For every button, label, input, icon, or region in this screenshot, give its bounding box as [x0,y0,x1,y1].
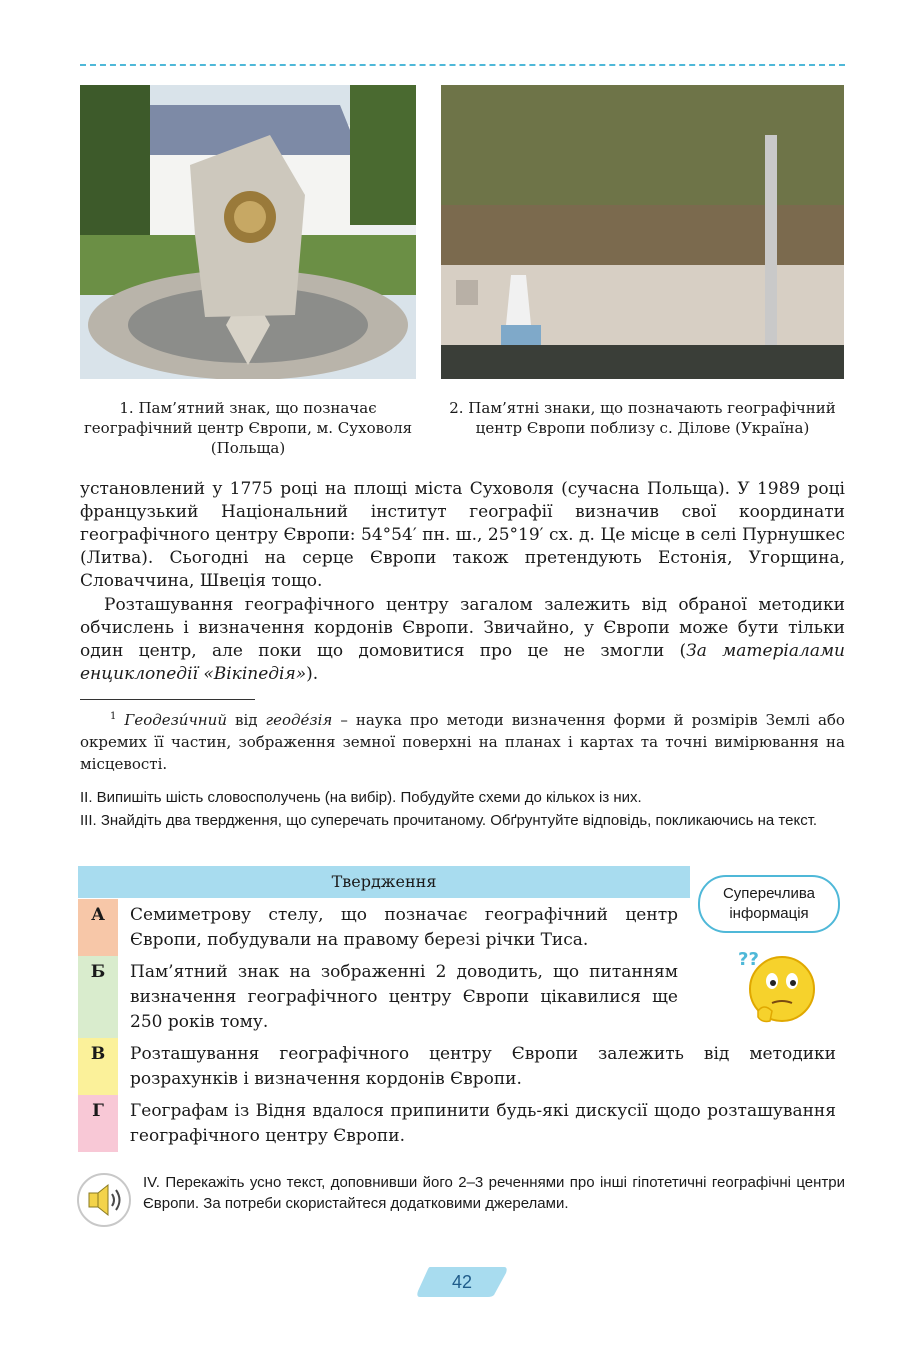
footnote-from: від [235,711,258,729]
speaker-icon [76,1172,132,1228]
statement-row-a [78,899,690,956]
statement-text-c: Розташування географічного центру Європи залежить від методики розрахунків і визначення кордонів Європи. [130,1044,836,1089]
footnote-term: Геодези́чний [124,711,227,729]
statement-text-b: Пам’ятний знак на зображенні 2 доводить, що питанням визначення географічного центру Європи цікавилися ще 250 років тому. [130,962,678,1032]
task-2: II. Випишіть шість словосполучень (на вибір). Побудуйте схеми до кількох із них. [80,789,642,806]
bubble-text: Суперечлива інформація [722,885,816,922]
statement-row-b [78,956,690,1038]
statement-letter-c: В [78,1038,118,1095]
statement-row-d [78,1095,848,1152]
figure-caption-2: 2. Пам’ятні знаки, що позначають географічний центр Європи поблизу с. Ділове (Україна) [449,399,836,437]
footnote [80,706,845,775]
statement-text-a: Семиметрову стелу, що позначає географічний центр Європи, побудували на правому березі річки Тиса. [130,905,678,950]
paragraph-2-text: Розташування географічного центру загалом залежить від обраної методики обчислень і визначення кордонів Європи. Звичайно, у Європи може бути тільки один центр, але поки що домовитися про це не змогли [80,595,845,661]
source-note: За матеріалами енциклопедії «Вікіпедія» [80,641,845,684]
contradiction-thought-bubble [698,875,840,933]
task-3: III. Знайдіть два твердження, що суперечать прочитаному. Обґрунтуйте відповідь, покликаючись на текст. [80,812,818,829]
question-marks: ?? [738,949,759,970]
statement-row-c [78,1038,848,1095]
footnote-mark: 1 [110,711,117,722]
thinking-face-icon [738,945,818,1027]
top-dashed-divider [80,64,845,66]
statement-text-d: Географам із Відня вдалося припинити будь-які дискусії щодо розташування географічного центру Європи. [130,1101,836,1146]
footnote-root: геоде́зія [265,711,333,729]
page-number-badge [416,1265,508,1299]
task-4: IV. Перекажіть усно текст, доповнивши його 2–3 реченнями про інші гіпотетичні географічні центри Європи. За потреби скористайтеся додатковими джерелами. [143,1174,845,1212]
page-number: 42 [451,1272,473,1292]
statement-letter-a: А [78,899,118,956]
paragraph-2: Розташування географічного центру загалом залежить від обраної методики обчислень і визначення кордонів Європи. Звичайно, у Європи може бути тільки один центр, але поки що домовитися про це не змогли (За матеріалами енциклопедії «Вікіпедія»). [80,595,845,684]
photo-dilove-stele [441,85,844,379]
figure-caption-1: 1. Пам’ятний знак, що позначає географічний центр Європи, м. Суховоля (Польща) [83,399,413,457]
photo-suchowola-monument [80,85,416,379]
footnote-divider [80,699,255,700]
statements-table-header: Твердження [78,866,690,898]
footnote-definition: – наука про методи визначення форми й розмірів Землі або окремих її частин, зображення земної поверхні на планах і картах та точні вимірювання на місцевості. [80,711,845,773]
statement-letter-b: Б [78,956,118,1038]
paragraph-1: установлений у 1775 році на площі міста Суховоля (сучасна Польща). У 1989 році французький Національний інститут географії визначив свої координати географічного центру Європи: 54°54′ пн. ш., 25°19′ сх. д. Це місце в селі Пурнушкес (Литва). Сьогодні на серце Європи також претендують Естонія, Угорщина, Словаччина, Швеція тощо. [80,479,845,591]
statement-letter-d: Г [78,1095,118,1152]
